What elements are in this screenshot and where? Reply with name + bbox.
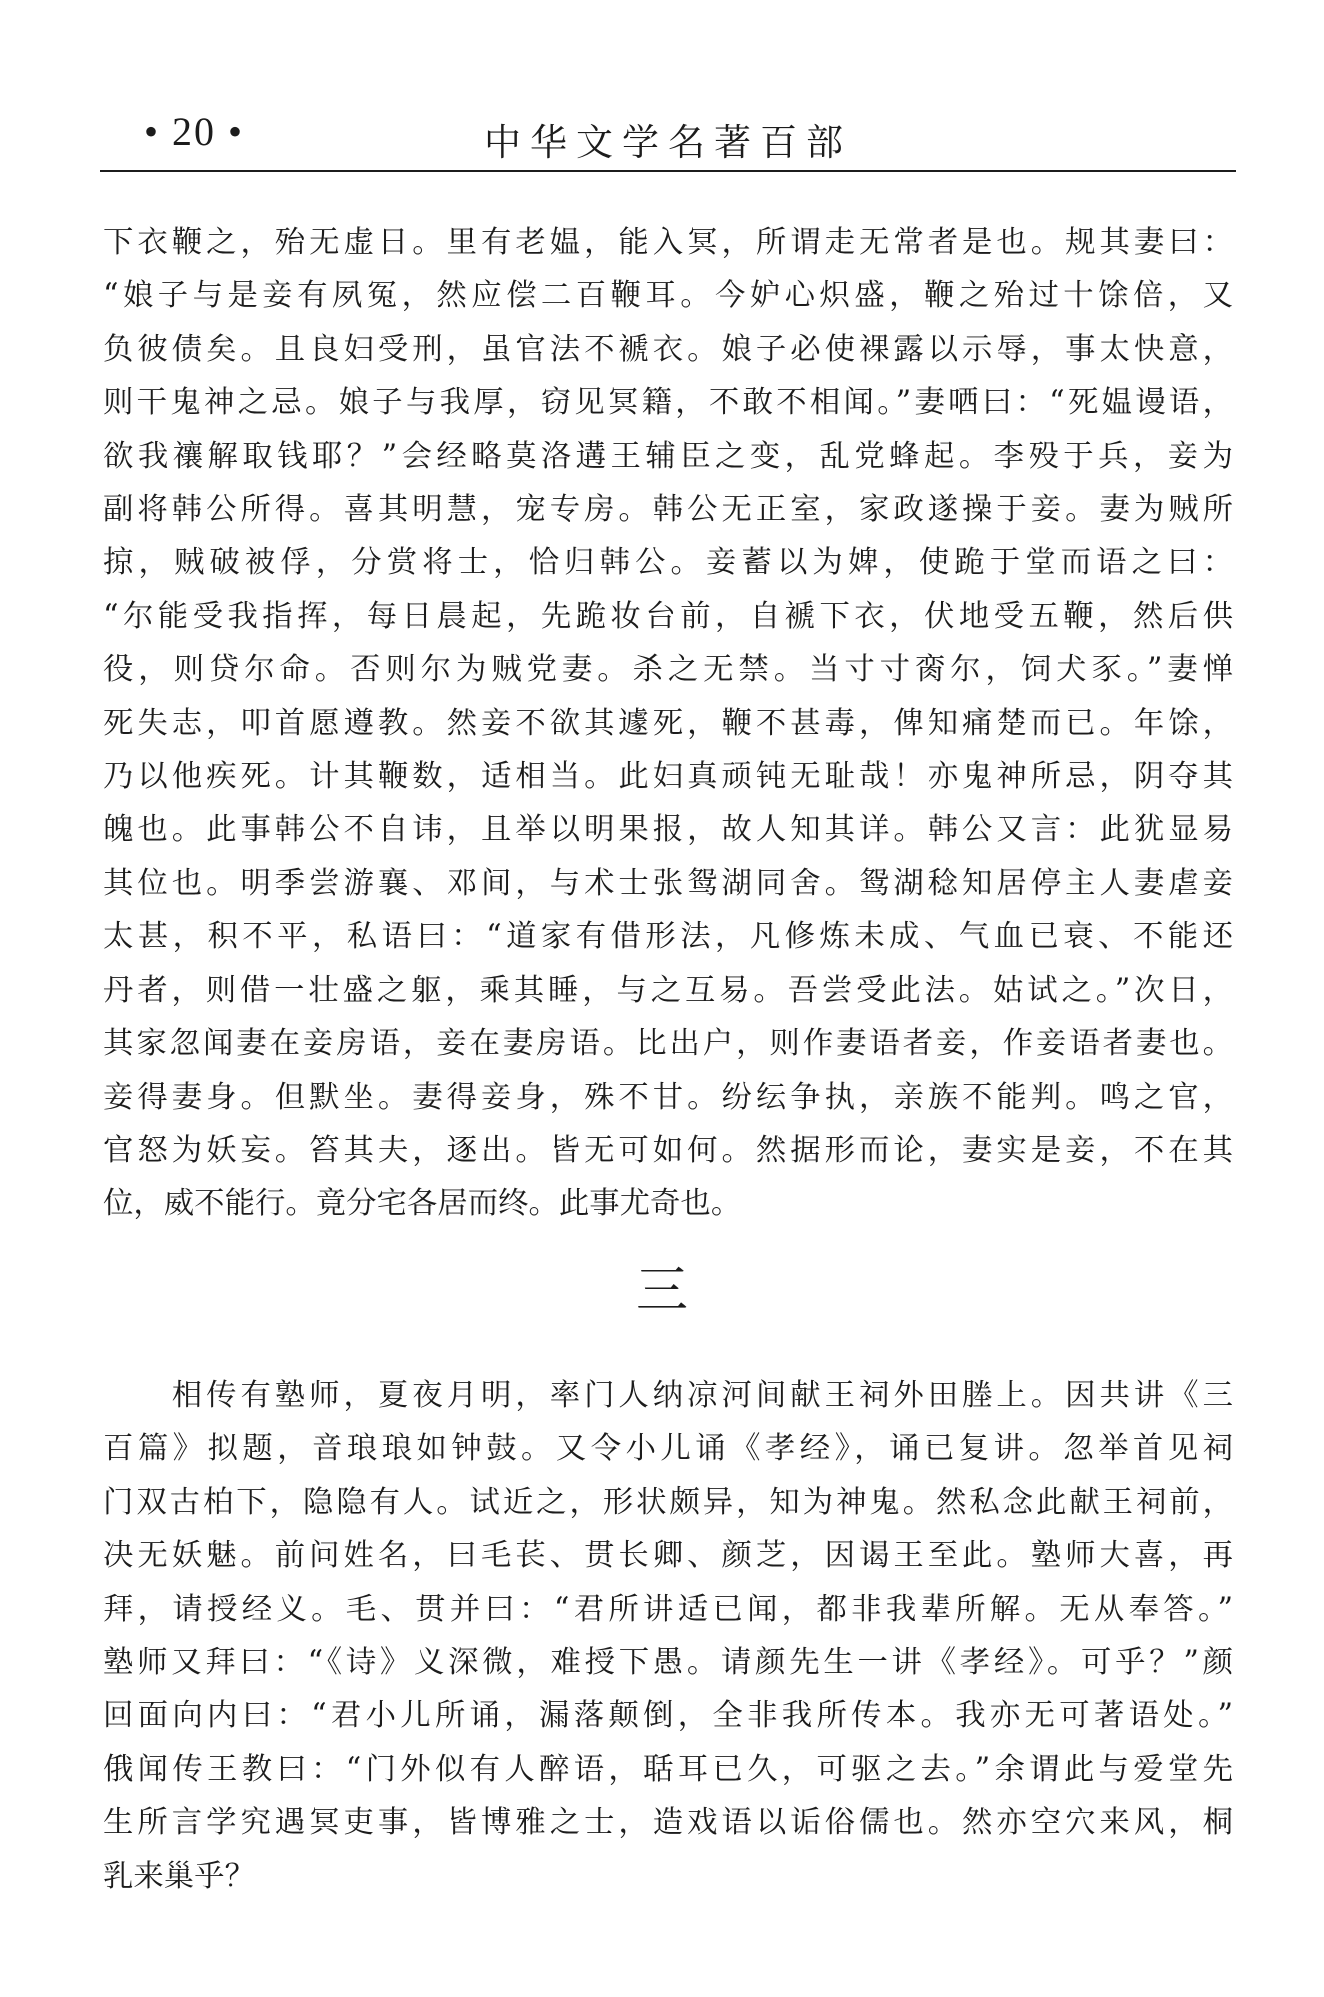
text-line: 官怒为妖妄。笞其夫，逐出。皆无可如何。然据形而论，妻实是妾，不在其 — [103, 1132, 1233, 1168]
text-line: 门双古柏下，隐隐有人。试近之，形状颇异，知为神鬼。然私念此献王祠前， — [103, 1484, 1233, 1520]
text-line: 其位也。明季尝游襄、邓间，与术士张鸳湖同舍。鸳湖稔知居停主人妻虐妾 — [103, 865, 1233, 901]
text-line: 百篇》拟题，音琅琅如钟鼓。又令小儿诵《孝经》，诵已复讲。忽举首见祠 — [103, 1431, 1233, 1467]
text-line: 乳来巢乎？ — [103, 1858, 255, 1894]
paragraph — [103, 1369, 1233, 1903]
text-line: 回面向内曰：“君小儿所诵，漏落颠倒，全非我所传本。我亦无可著语处。” — [103, 1698, 1233, 1734]
text-line: 魄也。此事韩公不自讳，且举以明果报，故人知其详。韩公又言：此犹显易 — [103, 812, 1233, 848]
text-line: 死失志，叩首愿遵教。然妾不欲其遽死，鞭不甚毒，俾知痛楚而已。年馀， — [103, 705, 1233, 741]
text-line: 妾得妻身。但默坐。妻得妾身，殊不甘。纷纭争执，亲族不能判。鸣之官， — [103, 1079, 1233, 1115]
text-line: 丹者，则借一壮盛之躯，乘其睡，与之互易。吾尝受此法。姑试之。”次日， — [103, 972, 1233, 1008]
book-title: 中华文学名著百部 — [484, 121, 852, 164]
text-line: 塾师又拜曰：“《诗》义深微，难授下愚。请颜先生一讲《孝经》。可乎？”颜 — [103, 1645, 1233, 1681]
text-line: 欲我禳解取钱耶？”会经略莫洛遘王辅臣之变，乱党蜂起。李殁于兵，妾为 — [103, 438, 1233, 474]
section-number-heading: 三 — [635, 1261, 688, 1321]
page-number: • 20 • — [144, 109, 245, 154]
header-rule — [100, 170, 1236, 172]
text-line: 下衣鞭之，殆无虚日。里有老媪，能入冥，所谓走无常者是也。规其妻曰： — [103, 225, 1233, 260]
text-line: 掠，贼破被俘，分赏将士，恰归韩公。妾蓄以为婢，使跪于堂而语之曰： — [103, 545, 1233, 581]
text-line: 位，威不能行。竟分宅各居而终。此事尤奇也。 — [103, 1186, 742, 1222]
text-line: 副将韩公所得。喜其明慧，宠专房。韩公无正室，家政遂操于妾。妻为贼所 — [103, 492, 1233, 528]
paragraph-continued — [103, 216, 1233, 1231]
text-line: “尔能受我指挥，每日晨起，先跪妆台前，自褫下衣，伏地受五鞭，然后供 — [103, 598, 1233, 634]
text-line: 乃以他疾死。计其鞭数，适相当。此妇真顽钝无耻哉！亦鬼神所忌，阴夺其 — [103, 759, 1233, 795]
text-line: 拜，请授经义。毛、贯并曰：“君所讲适已闻，都非我辈所解。无从奉答。” — [103, 1591, 1233, 1627]
text-line: 生所言学究遇冥吏事，皆博雅之士，造戏语以诟俗儒也。然亦空穴来风，桐 — [103, 1805, 1233, 1841]
text-line: 其家忽闻妻在妾房语，妾在妻房语。比出户，则作妻语者妾，作妾语者妻也。 — [103, 1026, 1233, 1062]
text-line: 俄闻传王教曰：“门外似有人醉语，聒耳已久，可驱之去。”余谓此与爱堂先 — [103, 1751, 1233, 1787]
text-line: 决无妖魅。前问姓名，曰毛苌、贯长卿、颜芝，因谒王至此。塾师大喜，再 — [103, 1538, 1233, 1574]
text-line: 负彼债矣。且良妇受刑，虽官法不褫衣。娘子必使裸露以示辱，事太快意， — [103, 331, 1233, 367]
text-line: “娘子与是妾有夙冤，然应偿二百鞭耳。今妒心炽盛，鞭之殆过十馀倍，又 — [103, 278, 1233, 314]
running-header — [100, 100, 1236, 170]
text-line: 太甚，积不平，私语曰：“道家有借形法，凡修炼未成、气血已衰、不能还 — [103, 919, 1233, 955]
text-line: 则干鬼神之忌。娘子与我厚，窃见冥籍，不敢不相闻。”妻哂曰：“死媪谩语， — [103, 385, 1233, 421]
text-line: 役，则贷尔命。否则尔为贼党妻。杀之无禁。当寸寸脔尔，饲犬豕。”妻惮 — [103, 652, 1233, 688]
text-line: 相传有塾师，夏夜月明，率门人纳凉河间献王祠外田塍上。因共讲《三 — [103, 1378, 1233, 1413]
